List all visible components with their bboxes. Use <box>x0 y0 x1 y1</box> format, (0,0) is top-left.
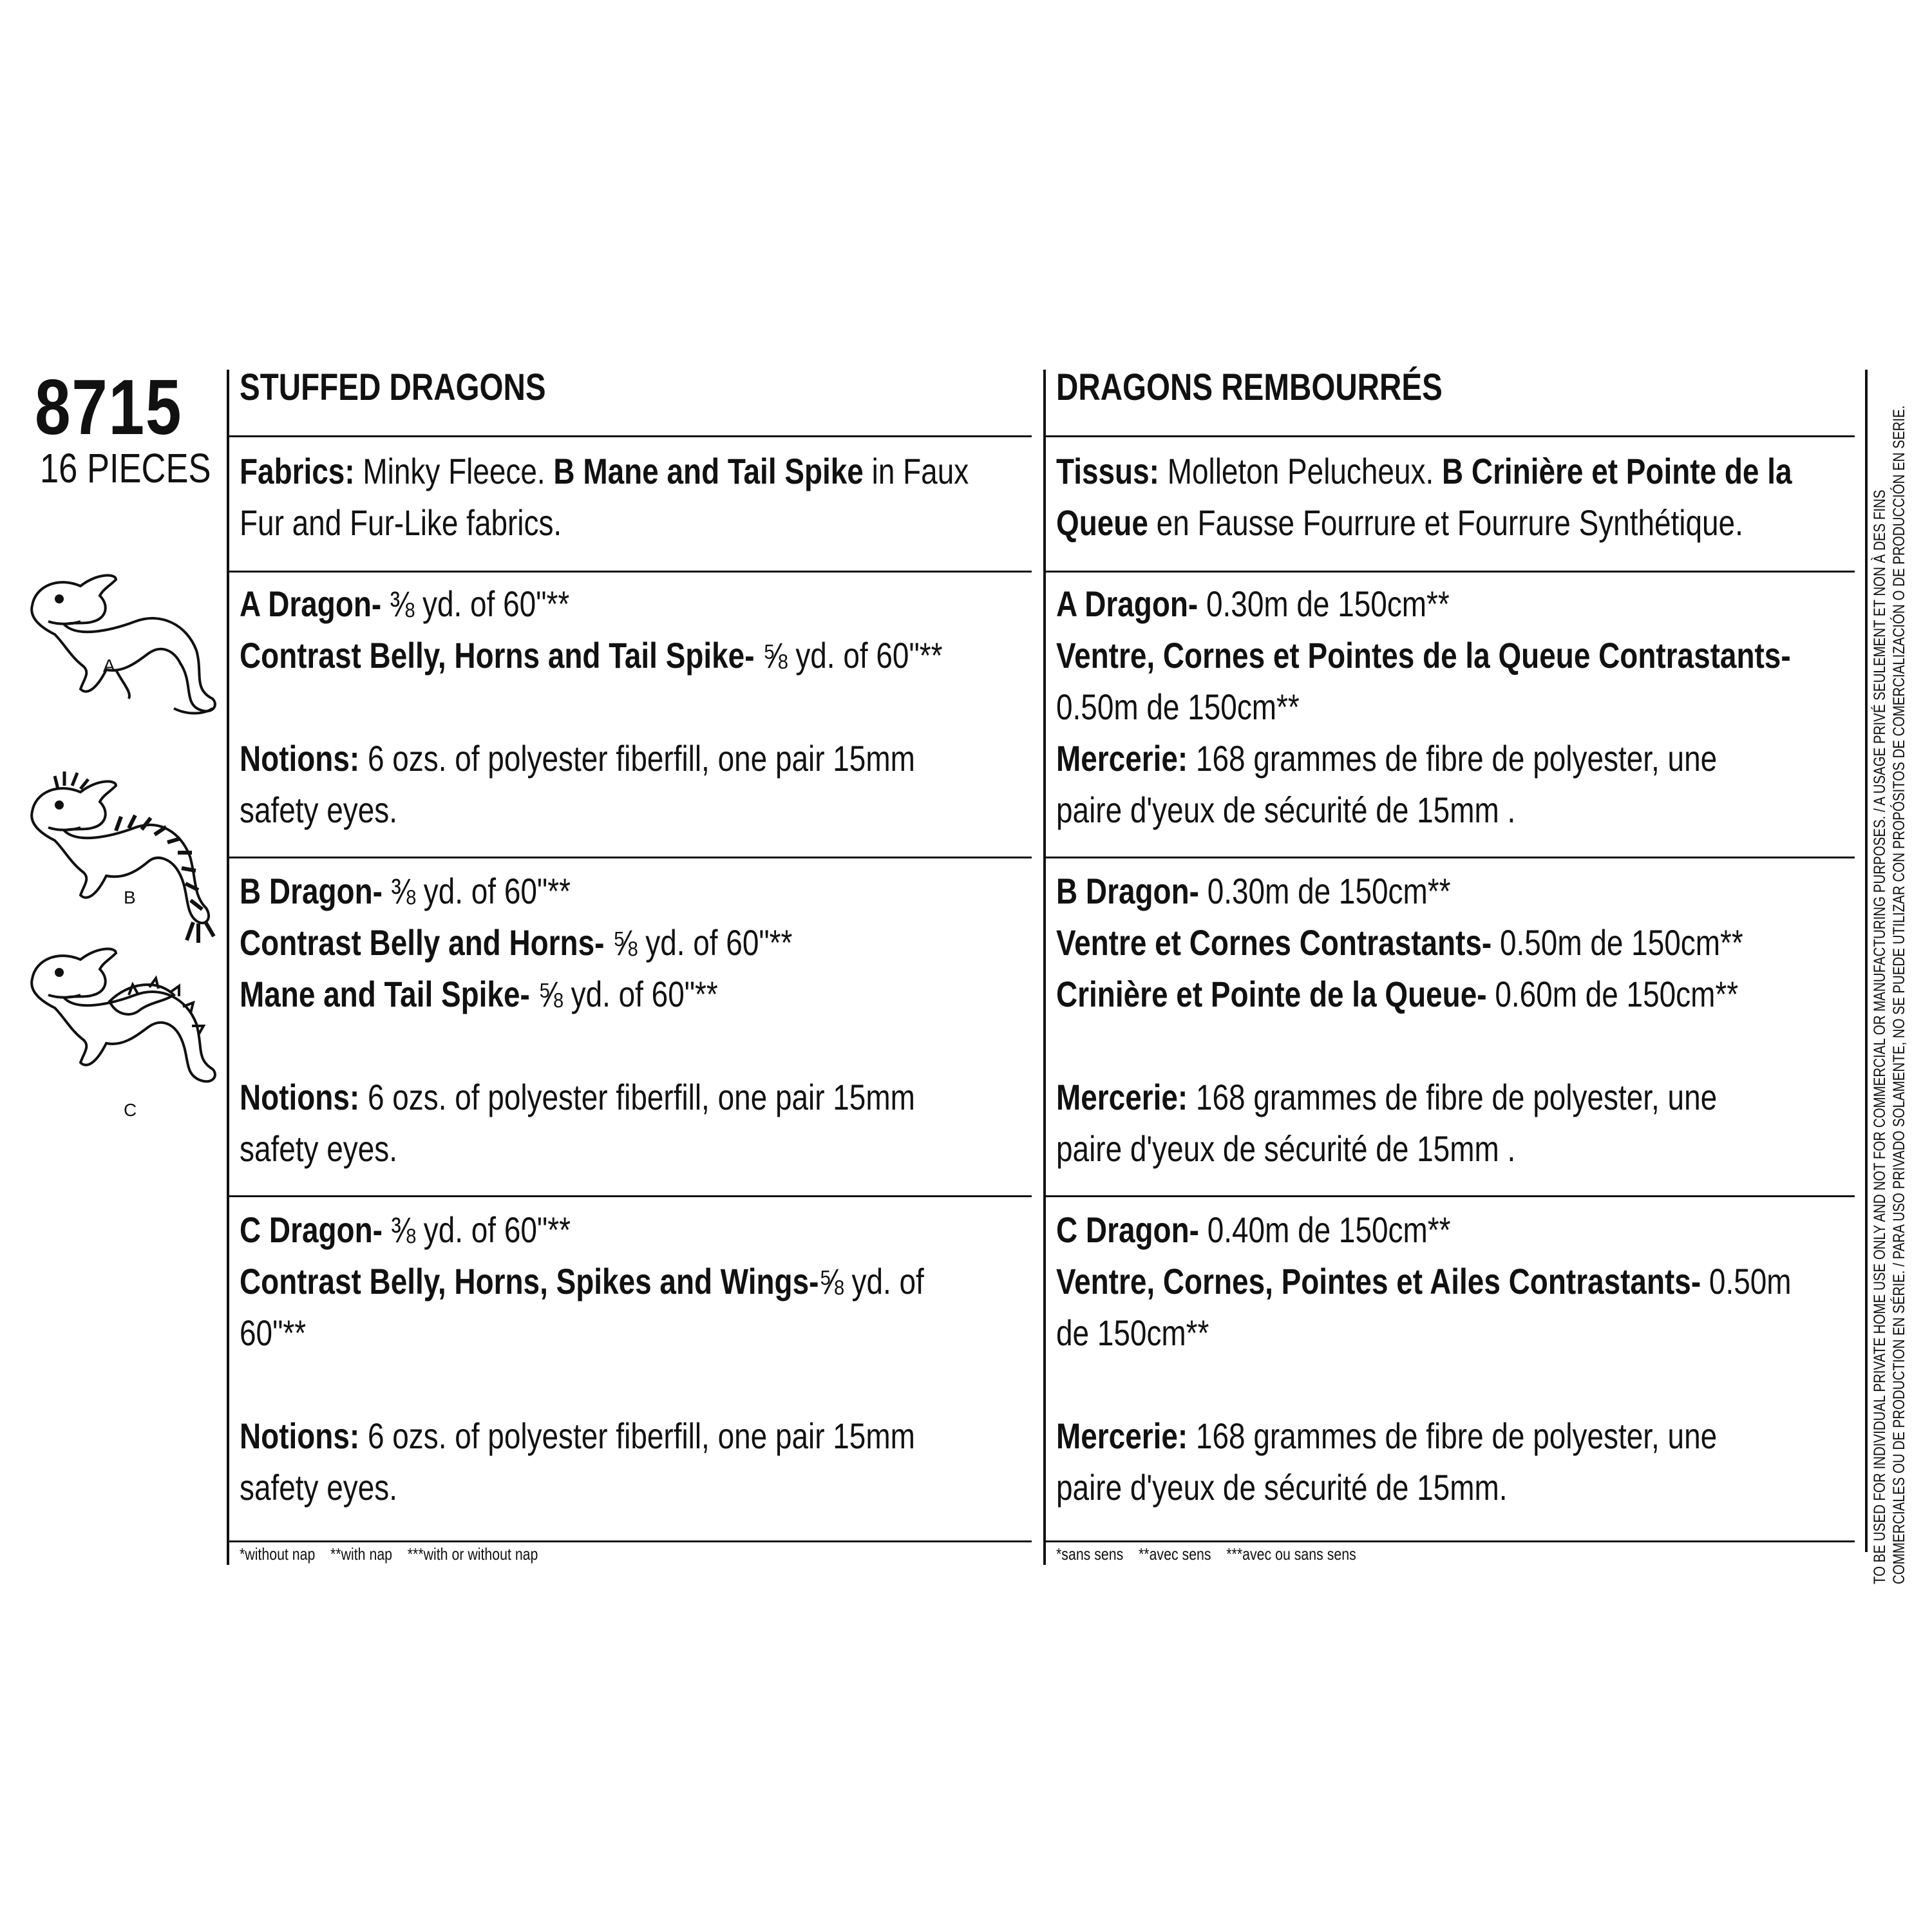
french-view-b: B Dragon- 0.30m de 150cm** Ventre et Cornes Contrastants- 0.50m de 150cm** Crinière et Pointe de la Queue- 0.60m de 150cm** Mercerie: 168 grammes de fibre de polyester, une paire d'yeux de sécurité de 15mm . <box>1056 871 1743 1169</box>
rule-fr-3 <box>1046 857 1855 858</box>
french-footnote: *sans sens **avec sens ***avec ou sans sens <box>1056 1544 1356 1564</box>
dragon-a-icon <box>19 560 225 728</box>
view-a <box>19 560 225 728</box>
rule-fr-2 <box>1046 571 1855 573</box>
rule-en-5 <box>229 1540 1032 1542</box>
rule-en-2 <box>229 571 1032 573</box>
rule-fr-4 <box>1046 1195 1855 1197</box>
dragon-c-icon <box>19 931 225 1098</box>
english-view-b: B Dragon- ⅜ yd. of 60"** Contrast Belly and Horns- ⅝ yd. of 60"** Mane and Tail Spike- ⅝ yd. of 60"** Notions: 6 ozs. of polyester fiberfill, one pair 15mm safety eyes. <box>240 871 915 1169</box>
divider-left <box>227 370 229 1565</box>
french-view-a: A Dragon- 0.30m de 150cm** Ventre, Cornes et Pointes de la Queue Contrastants- 0.50m de 150cm** Mercerie: 168 grammes de fibre de polyester, une paire d'yeux de sécurité de 15mm . <box>1056 583 1791 830</box>
usage-disclaimer <box>1870 361 1909 1584</box>
view-c <box>19 931 225 1098</box>
french-fabrics: Tissus: Molleton Pelucheux. B Crinière et Pointe de la Queue en Fausse Fourrure et Fourrure Synthétique. <box>1056 451 1792 543</box>
english-title: STUFFED DRAGONS <box>240 366 546 408</box>
view-b <box>19 753 225 947</box>
disclaimer-line-2: COMMERCIALES OU DE PRODUCTION EN SÉRIE. / PARA USO PRIVADO SOLAMENTE, NO SE PUEDE UTILIZAR CON PROPÓSITOS DE COMERCIALIZACIÓN O DE PRODUCCIÓN EN SERIE. <box>1890 405 1908 1584</box>
view-a-label: A <box>103 656 115 676</box>
english-view-a: A Dragon- ⅜ yd. of 60"** Contrast Belly, Horns and Tail Spike- ⅝ yd. of 60"** Notions: 6 ozs. of polyester fiberfill, one pair 15mm safety eyes. <box>240 583 943 830</box>
english-fabrics: Fabrics: Minky Fleece. B Mane and Tail Spike in Faux Fur and Fur-Like fabrics. <box>240 451 969 543</box>
view-b-label: B <box>124 887 136 907</box>
pattern-number: 8715 <box>35 363 183 451</box>
english-view-c: C Dragon- ⅜ yd. of 60"** Contrast Belly, Horns, Spikes and Wings-⅝ yd. of 60"** Notions: 6 ozs. of polyester fiberfill, one pair 15mm safety eyes. <box>240 1209 924 1508</box>
piece-count: 16 PIECES <box>40 445 211 491</box>
rule-fr-1 <box>1046 435 1855 437</box>
dragon-b-icon <box>19 753 225 947</box>
rule-fr-5 <box>1046 1540 1855 1542</box>
view-c-label: C <box>124 1100 137 1120</box>
french-view-c: C Dragon- 0.40m de 150cm** Ventre, Cornes, Pointes et Ailes Contrastants- 0.50m de 150cm** Mercerie: 168 grammes de fibre de polyester, une paire d'yeux de sécurité de 15mm. <box>1056 1209 1792 1508</box>
disclaimer-line-1: TO BE USED FOR INDIVIDUAL PRIVATE HOME USE ONLY AND NOT FOR COMMERCIAL OR MANUFACTURING PURPOSES. / A USAGE PRIVÉ SEULEMENT ET NON À DES FINS <box>1871 489 1889 1584</box>
rule-en-1 <box>229 435 1032 437</box>
french-title: DRAGONS REMBOURRÉS <box>1056 366 1443 408</box>
rule-en-3 <box>229 857 1032 858</box>
english-footnote: *without nap **with nap ***with or without nap <box>240 1544 538 1564</box>
rule-en-4 <box>229 1195 1032 1197</box>
